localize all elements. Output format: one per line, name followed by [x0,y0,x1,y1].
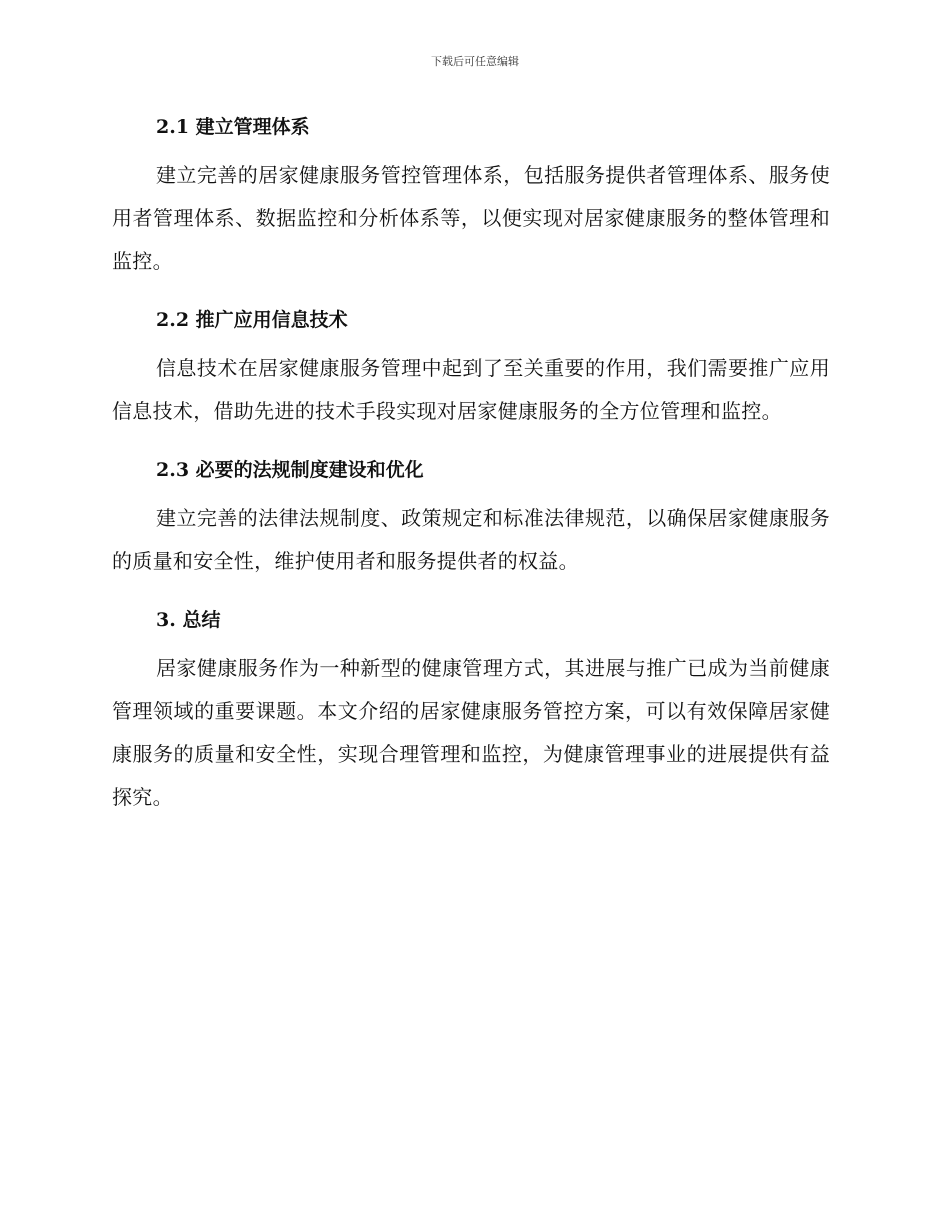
section-heading-3: 3. 总结 [156,609,221,631]
section-paragraph-2-3: 建立完善的法律法规制度、政策规定和标准法律规范，以确保居家健康服务的质量和安全性，维护使用者和服务提供者的权益。 [112,506,830,573]
section-paragraph-3: 居家健康服务作为一种新型的健康管理方式，其进展与推广已成为当前健康管理领域的重要课题。本文介绍的居家健康服务管控方案，可以有效保障居家健康服务的质量和安全性，实现合理管理和监控，为健康管理事业的进展提供有益探究。 [112,656,830,809]
document-body [112,112,830,819]
section-heading-2-1: 2.1 建立管理体系 [156,116,310,138]
section-paragraph-2-2: 信息技术在居家健康服务管理中起到了至关重要的作用，我们需要推广应用信息技术，借助先进的技术手段实现对居家健康服务的全方位管理和监控。 [112,356,830,423]
section-heading-2-2: 2.2 推广应用信息技术 [156,309,348,331]
section-paragraph-2-1: 建立完善的居家健康服务管控管理体系，包括服务提供者管理体系、服务使用者管理体系、数据监控和分析体系等，以便实现对居家健康服务的整体管理和监控。 [112,163,830,273]
section-heading-2-3: 2.3 必要的法规制度建设和优化 [156,459,424,481]
page-header: 下载后可任意编辑 [431,55,519,68]
